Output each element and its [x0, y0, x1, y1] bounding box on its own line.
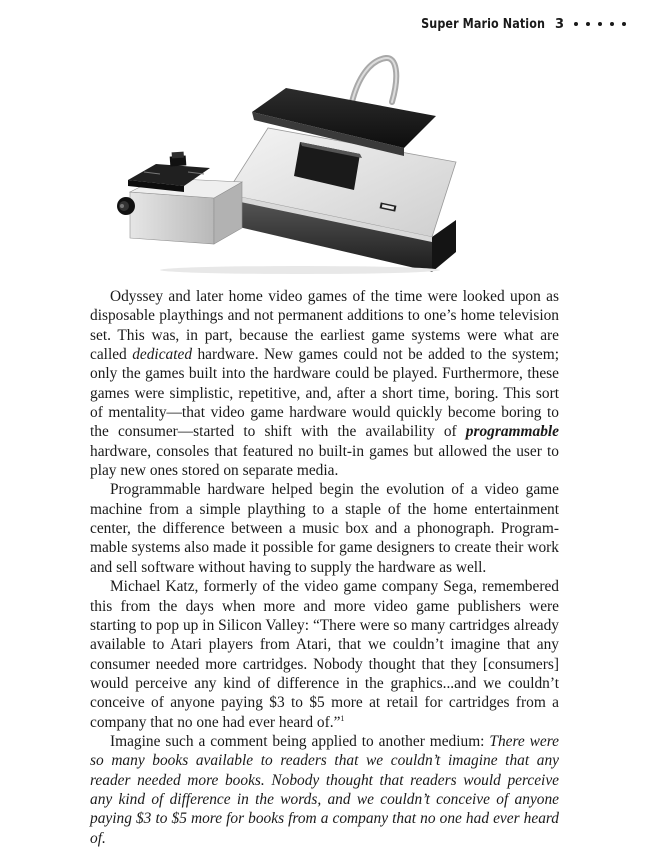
ornament-dot	[610, 22, 614, 26]
paragraph-text: hardware, consoles that featured no built-in games but allowed the user to play new ones stored on separate media.	[90, 442, 559, 480]
footnote-reference[interactable]: 1	[340, 713, 345, 723]
paragraph	[90, 480, 559, 577]
console-cable	[352, 58, 396, 102]
ornament-dot	[622, 22, 626, 26]
running-head	[401, 15, 626, 33]
ornament-dot	[574, 22, 578, 26]
italic-term: dedicated	[132, 346, 193, 364]
italic-passage: There were so many books available to readers that we couldn’t imagine that any reader needed more books. Nobody thought that readers would perceive any kind of difference in the words, and we couldn’t conceive of anyone paying $3 to $5 more for books from a company that no one had ever heard of.	[90, 732, 559, 847]
paragraph	[90, 732, 559, 848]
ornament-dot	[586, 22, 590, 26]
odyssey-console-photo	[100, 44, 460, 276]
book-title: Super Mario Nation	[421, 16, 545, 32]
ornament-dot	[598, 22, 602, 26]
paragraph-text: Odyssey and later home video games of the time were looked upon as disposable playthings and not permanent additions to one’s home television set. This was, in part, because the earliest game systems were what are called	[90, 288, 559, 364]
paragraph	[90, 577, 559, 732]
body-text	[90, 287, 559, 848]
paragraph-text: hardware. New games could not be added to the system; only the games built into the hardware could be played. Furthermore, these games were simplistic, repetitive, and, after a short time, boring. This sort of mentality—that video game hardware would quickly become boring to the consumer—started to shift with the availability of	[90, 346, 559, 441]
paragraph	[90, 287, 559, 480]
header-dot-ornament	[574, 22, 626, 26]
page-number: 3	[554, 16, 564, 32]
paragraph-text: Programmable hardware helped begin the evolution of a video game machine from a simple plaything to a staple of the home entertainment center, the difference between a music box and a phonograph. Programmable systems also made it possible for game designers to create their work and sell software without having to supply the hardware as well.	[90, 481, 559, 576]
controller-body-side	[130, 192, 214, 244]
paragraph-text: Imagine such a comment being applied to another medium:	[110, 732, 490, 750]
bold-italic-term: programmable	[465, 423, 559, 441]
paragraph-text: Michael Katz, formerly of the video game company Sega, remembered this from the days when more and more video game publishers were starting to pop up in Silicon Valley: “There were so many cartridges already available to Atari players from Atari, that we couldn’t imagine that any consumer needed more cartridges. Nobody thought that they [consumers] would perceive any kind of difference in the graphics...and we couldn’t conceive of anyone paying $3 to $5 more at retail for cartridges from a company that no one had ever heard of.”	[90, 578, 559, 731]
